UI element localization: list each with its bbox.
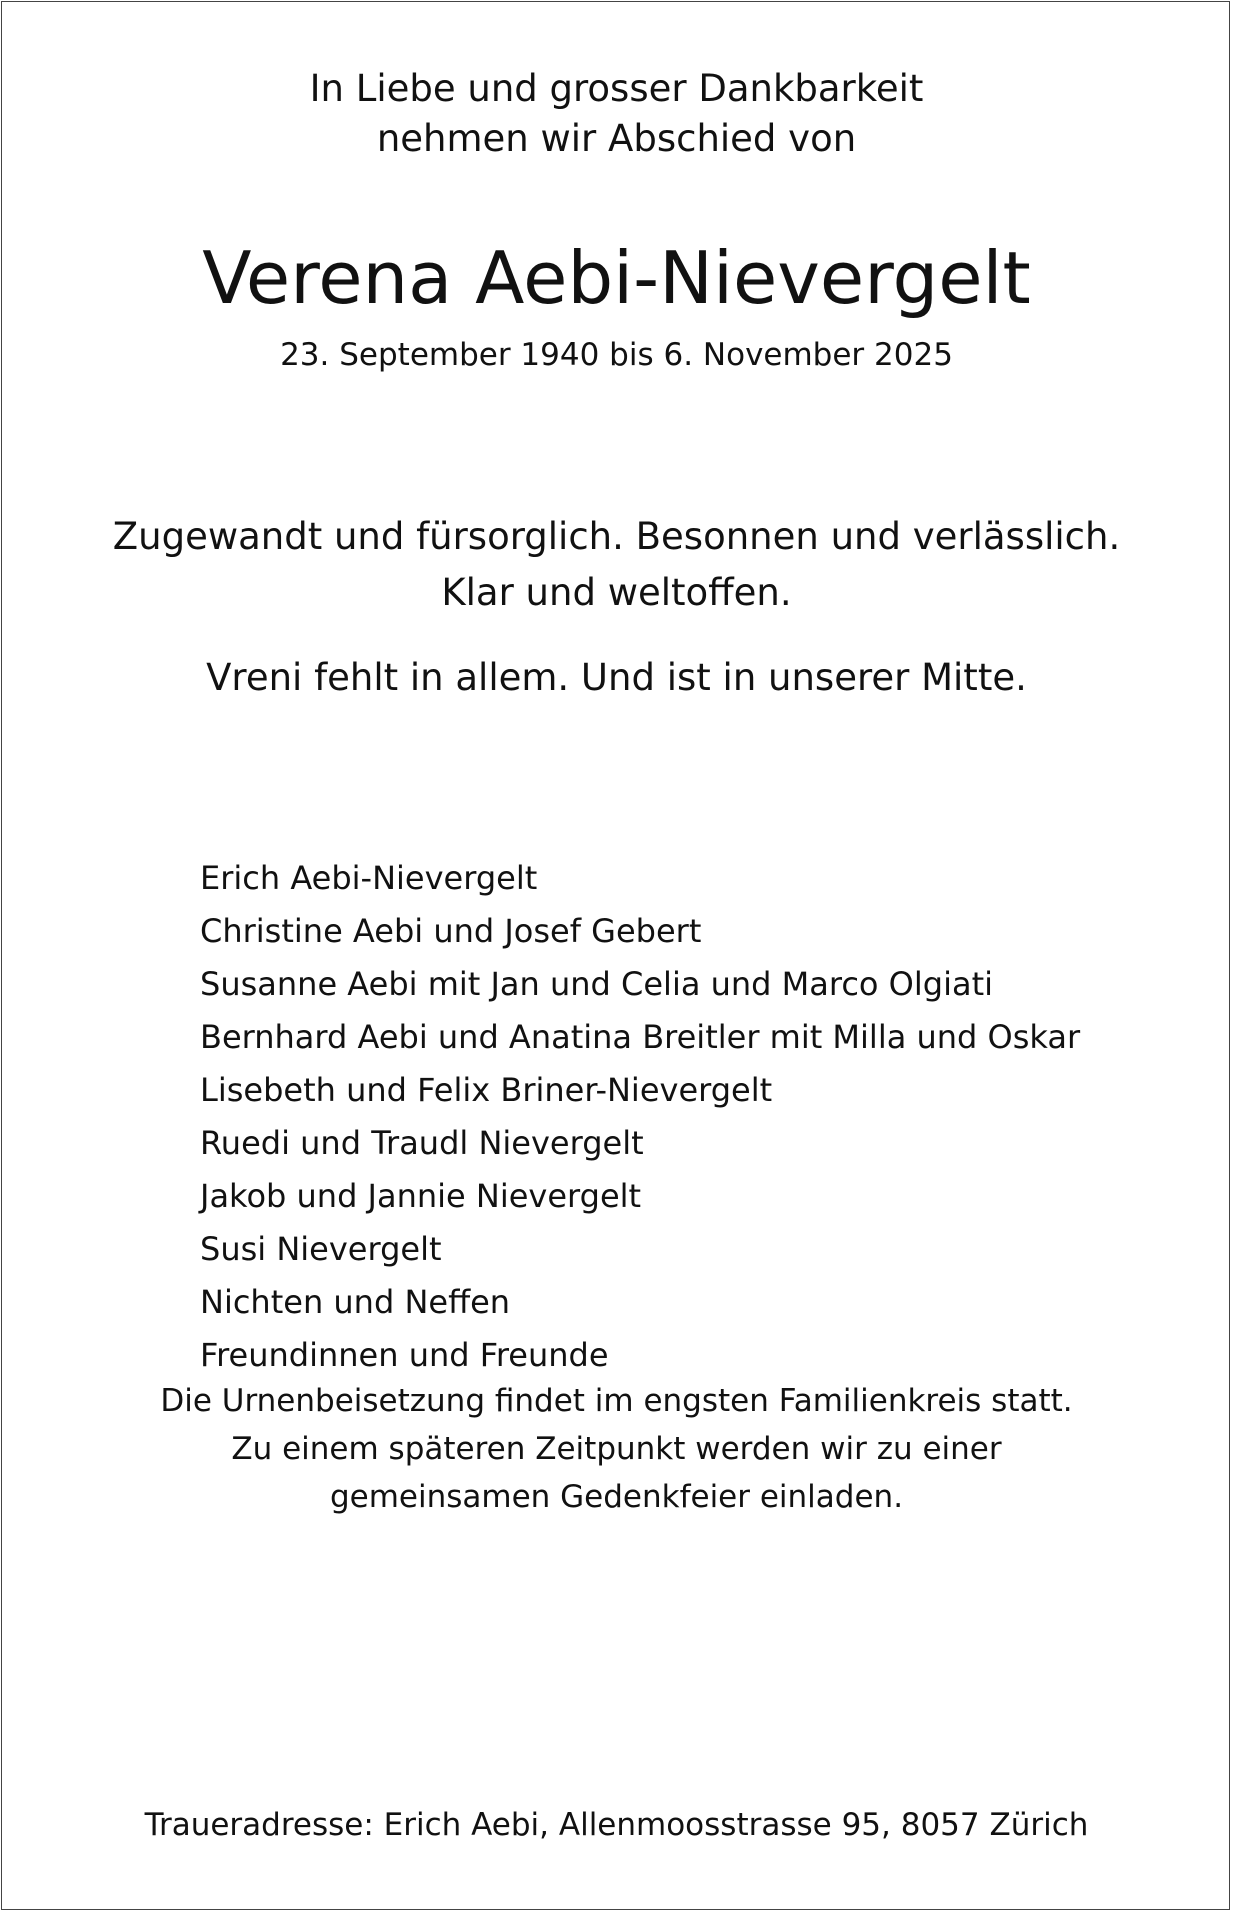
list-item: Bernhard Aebi und Anatina Breitler mit Milla und Oskar [200, 1018, 1081, 1056]
tribute-line-1: Zugewandt und fürsorglich. Besonnen und verlässlich. [112, 515, 1121, 558]
mourners-list [200, 852, 1080, 1382]
intro-line-1: In Liebe und grosser Dankbarkeit [309, 67, 924, 110]
intro-text [0, 64, 1233, 164]
tribute-text [0, 509, 1233, 621]
notice-line-3: gemeinsamen Gedenkfeier einladen. [329, 1479, 904, 1515]
list-item: Nichten und Neffen [200, 1283, 511, 1321]
tribute-line-3: Vreni fehlt in allem. Und ist in unserer Mitte. [206, 656, 1027, 699]
notice-line-2: Zu einem späteren Zeitpunkt werden wir zu einer [231, 1431, 1002, 1467]
list-item: Lisebeth und Felix Briner-Nievergelt [200, 1071, 773, 1109]
tribute-line-2: Klar und weltoffen. [441, 571, 792, 614]
intro-line-2: nehmen wir Abschied von [376, 117, 857, 160]
list-item: Ruedi und Traudl Nievergelt [200, 1124, 644, 1162]
notice-line-1: Die Urnenbeisetzung findet im engsten Familienkreis statt. [160, 1383, 1073, 1419]
list-item: Christine Aebi und Josef Gebert [200, 912, 702, 950]
mourning-address: Traueradresse: Erich Aebi, Allenmoosstrasse 95, 8057 Zürich [144, 1807, 1089, 1843]
list-item: Susanne Aebi mit Jan und Celia und Marco Olgiati [200, 965, 993, 1003]
list-item: Susi Nievergelt [200, 1230, 442, 1268]
list-item: Freundinnen und Freunde [200, 1336, 609, 1374]
burial-notice [0, 1377, 1233, 1521]
list-item: Jakob und Jannie Nievergelt [200, 1177, 642, 1215]
life-dates: 23. September 1940 bis 6. November 2025 [280, 337, 953, 373]
list-item: Erich Aebi-Nievergelt [200, 859, 538, 897]
deceased-name: Verena Aebi-Nievergelt [202, 236, 1031, 320]
